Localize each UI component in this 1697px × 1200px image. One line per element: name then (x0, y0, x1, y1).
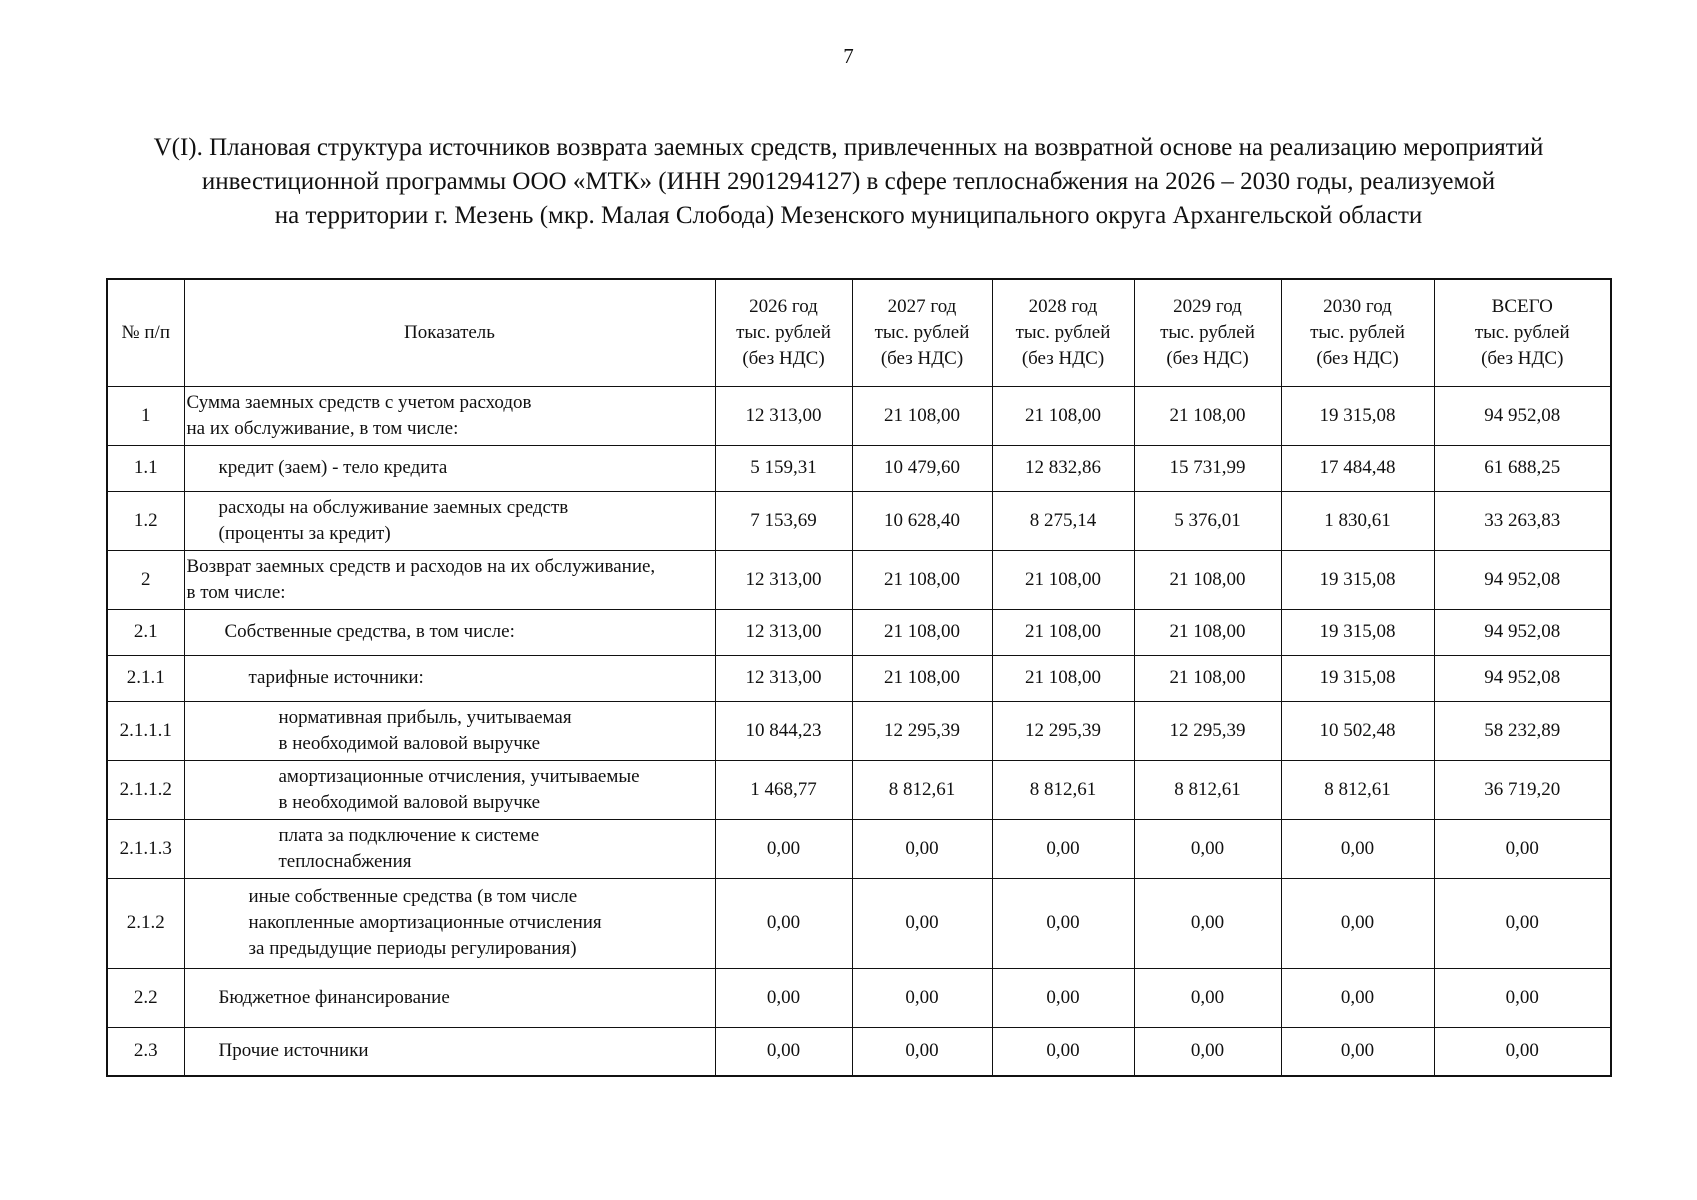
value-2030: 0,00 (1281, 819, 1434, 878)
indicator-line: плата за подключение к системе (278, 824, 540, 846)
indicator-line: амортизационные отчисления, учитываемые (278, 765, 640, 787)
value-2026: 0,00 (715, 819, 852, 878)
value-2026: 0,00 (715, 878, 852, 968)
value-total: 58 232,89 (1434, 701, 1611, 760)
row-indicator (184, 968, 715, 1027)
table-row (107, 968, 1611, 1027)
value-2028: 21 108,00 (992, 550, 1134, 609)
row-indicator (184, 550, 715, 609)
value-2030: 8 812,61 (1281, 760, 1434, 819)
value-total: 36 719,20 (1434, 760, 1611, 819)
value-2026: 0,00 (715, 1027, 852, 1076)
value-2030: 10 502,48 (1281, 701, 1434, 760)
value-2028: 12 832,86 (992, 445, 1134, 491)
value-2030: 19 315,08 (1281, 609, 1434, 655)
value-2027: 21 108,00 (852, 550, 992, 609)
row-number: 2.1.1.3 (107, 819, 184, 878)
value-2030: 19 315,08 (1281, 655, 1434, 701)
indicator-line: в том числе: (186, 581, 286, 603)
value-2027: 0,00 (852, 1027, 992, 1076)
value-total: 0,00 (1434, 819, 1611, 878)
value-2026: 5 159,31 (715, 445, 852, 491)
value-2027: 12 295,39 (852, 701, 992, 760)
indicator-line: в необходимой валовой выручке (278, 732, 541, 754)
header-year-2028: 2028 год тыс. рублей (без НДС) (992, 279, 1134, 386)
row-number: 2.1 (107, 609, 184, 655)
value-2029: 0,00 (1134, 1027, 1281, 1076)
value-2027: 0,00 (852, 968, 992, 1027)
header-year-2030: 2030 год тыс. рублей (без НДС) (1281, 279, 1434, 386)
funding-structure-table (106, 278, 1612, 1077)
value-2027: 10 479,60 (852, 445, 992, 491)
page-number: 7 (843, 44, 854, 68)
value-total: 0,00 (1434, 878, 1611, 968)
row-indicator (184, 701, 715, 760)
row-indicator (184, 386, 715, 445)
value-total: 33 263,83 (1434, 491, 1611, 550)
value-2030: 0,00 (1281, 878, 1434, 968)
value-2027: 21 108,00 (852, 609, 992, 655)
indicator-line: теплоснабжения (278, 850, 412, 872)
value-2029: 12 295,39 (1134, 701, 1281, 760)
value-2028: 21 108,00 (992, 655, 1134, 701)
value-2029: 21 108,00 (1134, 609, 1281, 655)
value-2029: 0,00 (1134, 968, 1281, 1027)
value-2029: 21 108,00 (1134, 386, 1281, 445)
header-total: ВСЕГО тыс. рублей (без НДС) (1434, 279, 1611, 386)
row-indicator (184, 609, 715, 655)
value-2027: 8 812,61 (852, 760, 992, 819)
row-number: 1.1 (107, 445, 184, 491)
row-indicator (184, 491, 715, 550)
table-row (107, 1027, 1611, 1076)
indicator-line: Возврат заемных средств и расходов на их обслуживание, (186, 555, 656, 577)
value-2028: 0,00 (992, 819, 1134, 878)
value-2029: 21 108,00 (1134, 550, 1281, 609)
value-2027: 10 628,40 (852, 491, 992, 550)
table-row (107, 655, 1611, 701)
header-year-2029: 2029 год тыс. рублей (без НДС) (1134, 279, 1281, 386)
row-number: 2.1.1.1 (107, 701, 184, 760)
indicator-line: Собственные средства, в том числе: (224, 621, 515, 642)
value-2030: 0,00 (1281, 1027, 1434, 1076)
indicator-line: Прочие источники (218, 1040, 369, 1062)
table-row (107, 386, 1611, 445)
row-indicator (184, 655, 715, 701)
indicator-line: за предыдущие периоды регулирования) (248, 938, 577, 959)
value-2030: 1 830,61 (1281, 491, 1434, 550)
value-2027: 21 108,00 (852, 655, 992, 701)
table-row (107, 445, 1611, 491)
value-2029: 21 108,00 (1134, 655, 1281, 701)
value-2029: 8 812,61 (1134, 760, 1281, 819)
indicator-line: накопленные амортизационные отчисления (248, 912, 602, 933)
value-2026: 1 468,77 (715, 760, 852, 819)
row-number: 2.3 (107, 1027, 184, 1076)
table-row (107, 701, 1611, 760)
header-num: № п/п (107, 279, 184, 386)
title-line: V(I). Плановая структура источников возврата заемных средств, привлеченных на возвратной основе на реализацию мероприятий (153, 134, 1544, 161)
table-row (107, 491, 1611, 550)
value-2027: 21 108,00 (852, 386, 992, 445)
value-2030: 0,00 (1281, 968, 1434, 1027)
row-indicator (184, 445, 715, 491)
value-2029: 15 731,99 (1134, 445, 1281, 491)
header-year-2026: 2026 год тыс. рублей (без НДС) (715, 279, 852, 386)
value-2028: 21 108,00 (992, 386, 1134, 445)
document-title (100, 131, 1597, 233)
table-row (107, 550, 1611, 609)
value-2026: 12 313,00 (715, 655, 852, 701)
row-indicator (184, 819, 715, 878)
value-2028: 0,00 (992, 1027, 1134, 1076)
table-row (107, 609, 1611, 655)
value-2027: 0,00 (852, 819, 992, 878)
value-total: 0,00 (1434, 968, 1611, 1027)
title-line: на территории г. Мезень (мкр. Малая Слобода) Мезенского муниципального округа Архангельской области (274, 202, 1423, 229)
value-2026: 12 313,00 (715, 550, 852, 609)
value-2029: 0,00 (1134, 819, 1281, 878)
header-year-2027: 2027 год тыс. рублей (без НДС) (852, 279, 992, 386)
value-total: 0,00 (1434, 1027, 1611, 1076)
row-number: 2.1.1.2 (107, 760, 184, 819)
value-2028: 8 812,61 (992, 760, 1134, 819)
table-row (107, 819, 1611, 878)
row-number: 2 (107, 550, 184, 609)
table-row (107, 878, 1611, 968)
indicator-line: на их обслуживание, в том числе: (186, 417, 459, 439)
value-2026: 12 313,00 (715, 609, 852, 655)
value-2028: 12 295,39 (992, 701, 1134, 760)
row-indicator (184, 1027, 715, 1076)
value-total: 94 952,08 (1434, 386, 1611, 445)
value-2030: 17 484,48 (1281, 445, 1434, 491)
value-total: 94 952,08 (1434, 609, 1611, 655)
indicator-line: нормативная прибыль, учитываемая (278, 706, 572, 728)
value-2027: 0,00 (852, 878, 992, 968)
indicator-line: в необходимой валовой выручке (278, 791, 541, 813)
indicator-line: тарифные источники: (248, 667, 424, 688)
value-2029: 5 376,01 (1134, 491, 1281, 550)
value-2028: 21 108,00 (992, 609, 1134, 655)
value-2026: 0,00 (715, 968, 852, 1027)
value-2028: 0,00 (992, 968, 1134, 1027)
value-2030: 19 315,08 (1281, 550, 1434, 609)
value-total: 61 688,25 (1434, 445, 1611, 491)
table-row (107, 760, 1611, 819)
row-number: 2.1.1 (107, 655, 184, 701)
value-total: 94 952,08 (1434, 655, 1611, 701)
value-2026: 7 153,69 (715, 491, 852, 550)
indicator-line: иные собственные средства (в том числе (248, 886, 578, 907)
row-indicator (184, 760, 715, 819)
row-number: 2.1.2 (107, 878, 184, 968)
indicator-line: (проценты за кредит) (218, 522, 391, 544)
header-indicator: Показатель (184, 279, 715, 386)
title-line: инвестиционной программы ООО «МТК» (ИНН 2901294127) в сфере теплоснабжения на 2026 – 2030 годы, реализуемой (201, 168, 1496, 195)
value-2028: 0,00 (992, 878, 1134, 968)
indicator-line: расходы на обслуживание заемных средств (218, 496, 569, 518)
value-2029: 0,00 (1134, 878, 1281, 968)
indicator-line: Сумма заемных средств с учетом расходов (186, 391, 532, 413)
value-total: 94 952,08 (1434, 550, 1611, 609)
value-2030: 19 315,08 (1281, 386, 1434, 445)
value-2028: 8 275,14 (992, 491, 1134, 550)
value-2026: 10 844,23 (715, 701, 852, 760)
value-2026: 12 313,00 (715, 386, 852, 445)
indicator-line: Бюджетное финансирование (218, 986, 450, 1008)
table-body (107, 386, 1611, 1076)
table-header-row (107, 279, 1611, 386)
row-number: 2.2 (107, 968, 184, 1027)
row-number: 1.2 (107, 491, 184, 550)
row-indicator (184, 878, 715, 968)
row-number: 1 (107, 386, 184, 445)
indicator-line: кредит (заем) - тело кредита (218, 457, 448, 478)
